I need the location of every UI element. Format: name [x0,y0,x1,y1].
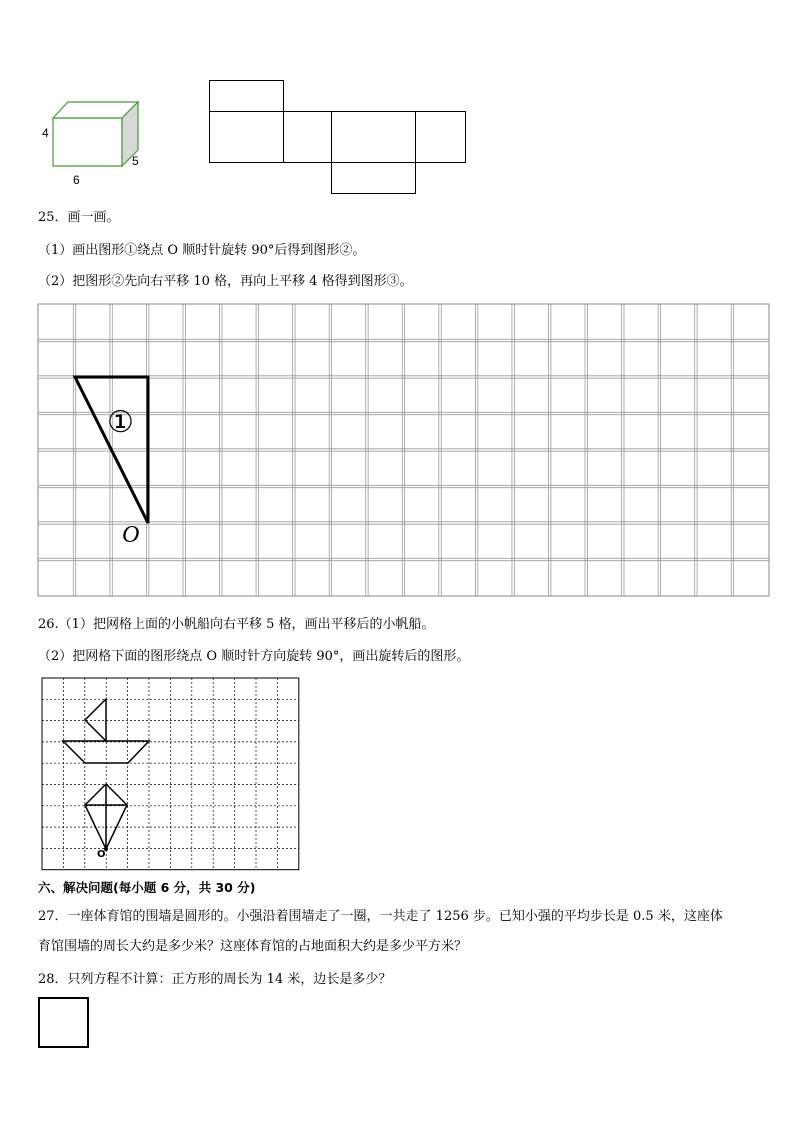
shape-1-label: ① [107,405,134,440]
section-6-title: 六、解决问题(每小题 6 分，共 30 分) [38,880,256,895]
cuboid-height-label: 4 [42,126,49,140]
q26-point-o-label: O [97,849,106,860]
q25-part1: （1）画出图形①绕点 O 顺时针旋转 90°后得到图形②。 [38,243,366,258]
q26-part2: （2）把网格下面的图形绕点 O 顺时针方向旋转 90°，画出旋转后的图形。 [38,649,470,664]
cuboid-width-label: 5 [132,154,139,168]
q28-text: 28．只列方程不计算：正方形的周长为 14 米，边长是多少？ [38,972,392,987]
sailboat-sail [85,699,106,741]
q27-line1: 27．一座体育馆的围墙是圆形的。小强沿着围墙走了一圈，一共走了 1256 步。已知小强的平均步长是 0.5 米，这座体 [38,909,723,924]
cuboid-length-label: 6 [73,173,80,187]
q25-part2: （2）把图形②先向右平移 10 格，再向上平移 4 格得到图形③。 [38,274,413,289]
square-figure [38,997,89,1048]
q26-part1: 26.（1）把网格上面的小帆船向右平移 5 格，画出平移后的小帆船。 [38,617,435,632]
rotation-point-o-label: O [122,522,140,548]
q27-line2: 育馆围墙的周长大约是多少米？这座体育馆的占地面积大约是多少平方米？ [38,939,468,954]
q25-title: 25．画一画。 [38,210,120,225]
